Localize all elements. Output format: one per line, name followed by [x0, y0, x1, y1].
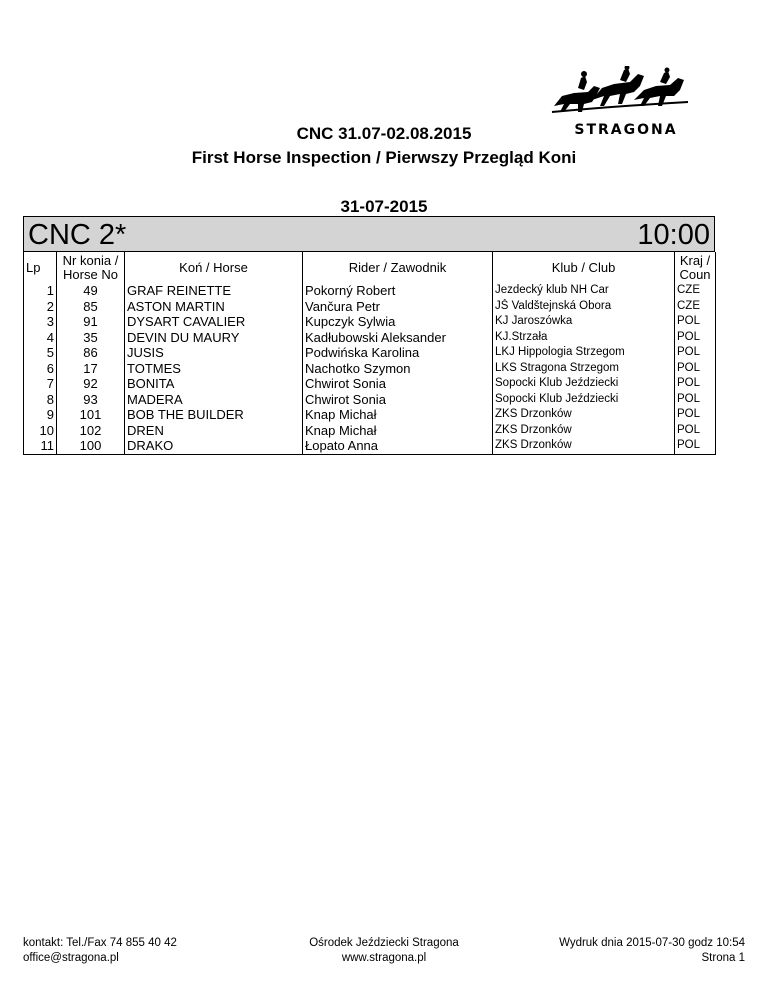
cell-country: POL — [675, 407, 716, 423]
cell-lp: 11 — [24, 438, 57, 454]
cell-horse-no: 91 — [57, 314, 125, 330]
cell-horse-no: 17 — [57, 361, 125, 377]
cell-rider: Chwirot Sonia — [303, 392, 493, 408]
cell-horse-no: 100 — [57, 438, 125, 454]
cell-horse-no: 101 — [57, 407, 125, 423]
cell-club: LKS Stragona Strzegom — [493, 361, 675, 377]
cell-lp: 1 — [24, 283, 57, 299]
col-header-rider: Rider / Zawodnik — [303, 252, 493, 283]
table-row — [24, 361, 716, 377]
cell-club: Sopocki Klub Jeździecki — [493, 392, 675, 408]
cell-club: ZKS Drzonków — [493, 438, 675, 454]
cell-country: CZE — [675, 299, 716, 315]
cell-country: POL — [675, 330, 716, 346]
cell-country: POL — [675, 345, 716, 361]
cell-horse: ASTON MARTIN — [125, 299, 303, 315]
footer-page-number: Strona 1 — [701, 952, 745, 964]
class-header-bar — [23, 216, 715, 252]
footer-print-date: Wydruk dnia 2015-07-30 godz 10:54 — [559, 937, 745, 949]
cell-horse: DREN — [125, 423, 303, 439]
cell-club: JŠ Valdštejnská Obora — [493, 299, 675, 315]
col-header-country: Kraj / Coun — [675, 252, 716, 283]
cell-horse-no: 86 — [57, 345, 125, 361]
cell-country: POL — [675, 361, 716, 377]
cell-rider: Nachotko Szymon — [303, 361, 493, 377]
table-row — [24, 283, 716, 299]
cell-horse: DRAKO — [125, 438, 303, 454]
table-header-row — [24, 252, 716, 283]
cell-horse-no: 49 — [57, 283, 125, 299]
start-list-table — [23, 252, 716, 455]
cell-club: ZKS Drzonków — [493, 423, 675, 439]
cell-country: CZE — [675, 283, 716, 299]
cell-club: Sopocki Klub Jeździecki — [493, 376, 675, 392]
cell-club: KJ Jaroszówka — [493, 314, 675, 330]
col-header-horse-no: Nr konia / Horse No — [57, 252, 125, 283]
cell-country: POL — [675, 423, 716, 439]
footer-organizer-name: Ośrodek Jeździecki Stragona — [309, 937, 459, 949]
cell-lp: 7 — [24, 376, 57, 392]
footer-website: www.stragona.pl — [341, 952, 427, 964]
cell-horse: DEVIN DU MAURY — [125, 330, 303, 346]
cell-lp: 4 — [24, 330, 57, 346]
cell-rider: Chwirot Sonia — [303, 376, 493, 392]
class-time: 10:00 — [637, 219, 710, 251]
cell-horse: GRAF REINETTE — [125, 283, 303, 299]
cell-club: ZKS Drzonków — [493, 407, 675, 423]
col-header-horse: Koń / Horse — [125, 252, 303, 283]
footer-phone: kontakt: Tel./Fax 74 855 40 42 — [23, 937, 177, 949]
document-subtitle: First Horse Inspection / Pierwszy Przegląd Koni — [191, 148, 577, 167]
cell-club: LKJ Hippologia Strzegom — [493, 345, 675, 361]
cell-rider: Knap Michał — [303, 423, 493, 439]
table-row — [24, 345, 716, 361]
cell-horse-no: 102 — [57, 423, 125, 439]
table-row — [24, 392, 716, 408]
cell-club: Jezdecký klub NH Car — [493, 283, 675, 299]
cell-rider: Podwińska Karolina — [303, 345, 493, 361]
cell-country: POL — [675, 392, 716, 408]
cell-lp: 6 — [24, 361, 57, 377]
col-header-club: Klub / Club — [493, 252, 675, 283]
table-row — [24, 407, 716, 423]
cell-horse: MADERA — [125, 392, 303, 408]
cell-horse: JUSIS — [125, 345, 303, 361]
table-row — [24, 330, 716, 346]
cell-rider: Łopato Anna — [303, 438, 493, 454]
cell-horse: TOTMES — [125, 361, 303, 377]
cell-horse-no: 93 — [57, 392, 125, 408]
cell-lp: 8 — [24, 392, 57, 408]
inspection-date: 31-07-2015 — [340, 197, 428, 216]
table-row — [24, 438, 716, 454]
cell-horse-no: 35 — [57, 330, 125, 346]
cell-rider: Kupczyk Sylwia — [303, 314, 493, 330]
table-row — [24, 314, 716, 330]
cell-horse: BONITA — [125, 376, 303, 392]
cell-lp: 10 — [24, 423, 57, 439]
cell-lp: 9 — [24, 407, 57, 423]
class-name: CNC 2* — [28, 219, 127, 251]
event-title: CNC 31.07-02.08.2015 — [296, 124, 472, 143]
footer-email: office@stragona.pl — [23, 952, 119, 964]
table-row — [24, 299, 716, 315]
cell-country: POL — [675, 314, 716, 330]
logo-wordmark: STRAGONA — [574, 122, 678, 138]
cell-horse-no: 85 — [57, 299, 125, 315]
footer-print-info — [559, 936, 745, 966]
col-header-lp: Lp — [24, 252, 57, 283]
cell-club: KJ.Strzała — [493, 330, 675, 346]
table-row — [24, 376, 716, 392]
cell-lp: 3 — [24, 314, 57, 330]
cell-lp: 5 — [24, 345, 57, 361]
cell-rider: Knap Michał — [303, 407, 493, 423]
cell-lp: 2 — [24, 299, 57, 315]
cell-horse: BOB THE BUILDER — [125, 407, 303, 423]
table-row — [24, 423, 716, 439]
cell-horse: DYSART CAVALIER — [125, 314, 303, 330]
cell-country: POL — [675, 376, 716, 392]
cell-horse-no: 92 — [57, 376, 125, 392]
cell-rider: Kadłubowski Aleksander — [303, 330, 493, 346]
cell-rider: Pokorný Robert — [303, 283, 493, 299]
cell-country: POL — [675, 438, 716, 454]
cell-rider: Vančura Petr — [303, 299, 493, 315]
